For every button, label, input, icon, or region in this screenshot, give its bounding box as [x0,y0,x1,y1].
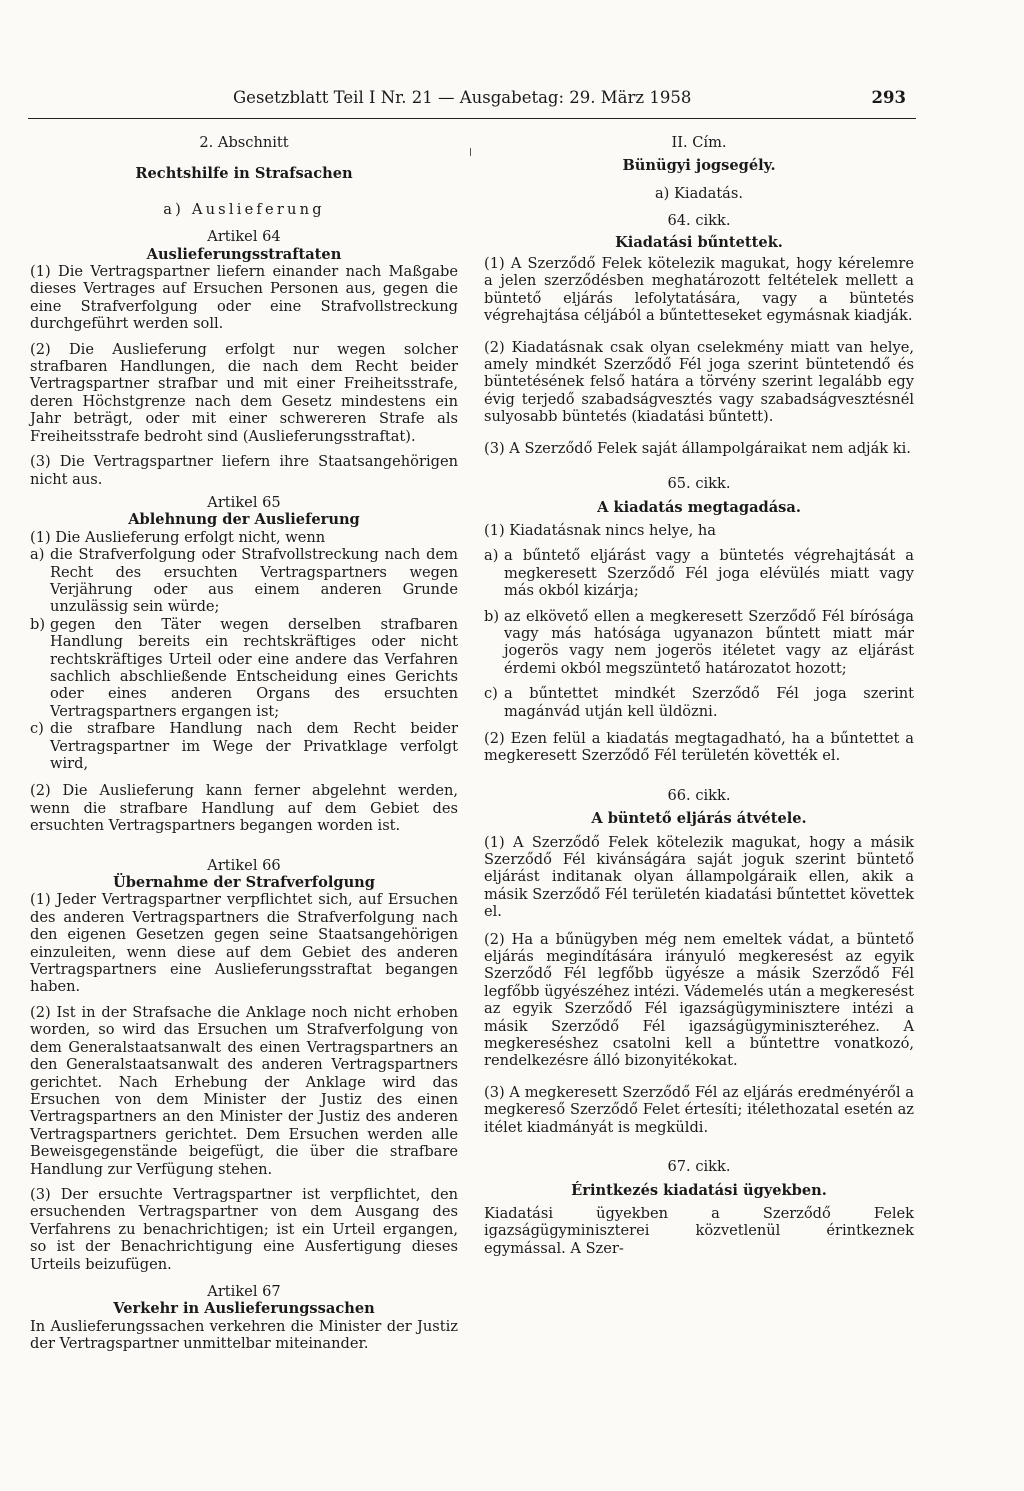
article-66-number: Artikel 66 [207,856,281,874]
page-number: 293 [871,88,906,107]
article-66-para-3: (3) Der ersuchte Vertragspartner ist verpflichtet, den ersuchenden Vertragspartner von dem Ausgang des Verfahrens zu benachrichtigen; ist ein Urteil ergangen, so ist der Benachrichtigung eine Ausfertigung dieses Urteils beizufügen. [30,1185,458,1273]
article-65-para-1: (1) Die Auslieferung erfolgt nicht, wenn [30,528,326,546]
article-65-item-c [30,720,458,772]
item-text: az elkövető ellen a megkeresett Szerződő Fél bírósága vagy más hatósága ugyanazon bűntett miatt már jogerös vagy nem jogerös itéletet vagy az eljárást érdemi okból megszüntető határozatot hozott; [504,607,914,677]
cikk-65-para-1: (1) Kiadatásnak nincs helye, ha [484,521,716,539]
article-65-title: Ablehnung der Auslieferung [128,511,360,529]
page-header [28,88,914,112]
column-divider [470,148,471,156]
article-66-para-1: (1) Jeder Vertragspartner verpflichtet sich, auf Ersuchen des anderen Vertragspartners die Strafverfolgung nach den eigenen Gesetzen gegen seine Staatsangehörigen einzuleiten, wenn diese auf dem Gebiet des anderen Vertragspartners eine Auslieferungsstraftat begangen haben. [30,891,458,996]
cikk-65-item-a [484,547,914,599]
article-65-item-b [30,616,458,720]
article-64-title: Auslieferungsstraftaten [146,245,342,263]
cikk-66-para-3: (3) A megkeresett Szerződő Fél az eljárás eredményéről a megkereső Szerződő Felet értesíti; itélethozatal esetén az itélet kiadmányát is megküldi. [484,1083,914,1136]
cikk-64-para-1: (1) A Szerződő Felek kötelezik magukat, hogy kérelemre a jelen szerződésben meghatározott feltételek mellett a büntető eljárás lefolytatására, vagy a büntetés végrehajtása céljából a bűntetteseket egymásnak kiadják. [484,255,914,325]
hungarian-column [484,134,914,1257]
cikk-65-item-b [484,608,914,678]
subsection-title: a) Auslieferung [163,200,325,218]
item-text: a bűntettet mindkét Szerződő Fél joga szerint magánvád utján kell üldözni. [504,685,914,720]
item-label: a) [30,546,45,564]
item-label: b) [484,607,500,625]
cikk-64-para-3: (3) A Szerződő Felek saját állampolgáraikat nem adják ki. [484,439,911,457]
cikk-66-para-2: (2) Ha a bűnügyben még nem emeltek vádat, a büntető eljárás megindítására irányuló megkeresést az egyik Szerződő Fél legfőbb ügyésze a másik Szerződő Fél legfőbb ügyészéhez intézi. Vádemelés után a megkeresést az egyik Szerződő Fél igazságügyminisztere intézi a másik Szerződő Fél igazságügyminiszteréhez. A megkereséshez csatolni kell a bűntettre vonatkozó, rendelkezésre álló bizonyitékokat. [484,930,914,1070]
item-text: die strafbare Handlung nach dem Recht beider Vertragspartner im Wege der Privatklage verfolgt wird, [50,720,458,772]
article-66-title: Übernahme der Strafverfolgung [113,874,375,892]
cikk-67-para-1: Kiadatási ügyekben a Szerződő Felek igazságügyminiszterei közvetlenül érintkeznek egymással. A Szer- [484,1204,914,1257]
cikk-67-title: Érintkezés kiadatási ügyekben. [571,1181,827,1199]
article-65-number: Artikel 65 [207,493,281,511]
article-67-number: Artikel 67 [207,1282,281,1300]
article-67-para-1: In Auslieferungssachen verkehren die Minister der Justiz der Vertragspartner unmittelbar miteinander. [30,1317,458,1353]
cikk-64-para-2: (2) Kiadatásnak csak olyan cselekmény miatt van helye, amely mindkét Szerződő Fél joga szerint büntetendő és büntetésének felső határa a törvény szerint legalább egy évig terjedő szabadságvesztés vagy szabadságvesztésnél sulyosabb büntetés (kiadatási bűntett). [484,338,914,426]
cikk-64-number: 64. cikk. [667,212,731,230]
section-number: II. Cím. [671,134,727,151]
cikk-67-number: 67. cikk. [667,1158,731,1176]
cikk-66-number: 66. cikk. [667,786,731,804]
cikk-65-number: 65. cikk. [667,475,731,493]
item-label: b) [30,615,46,633]
section-number: 2. Abschnitt [199,134,289,151]
article-64-para-2: (2) Die Auslieferung erfolgt nur wegen solcher strafbaren Handlungen, die nach dem Recht beider Vertragspartner strafbar und mit einer Freiheitsstrafe, deren Höchstgrenze nach dem Gesetz mindestens ein Jahr beträgt, oder mit einer schwereren Strafe als Freiheitsstrafe bedroht sind (Auslieferungsstraftat). [30,340,458,445]
item-text: a bűntető eljárást vagy a büntetés végrehajtását a megkeresett Szerződő Fél joga elévülés miatt vagy más okból kizárja; [504,547,914,600]
cikk-64-title: Kiadatási bűntettek. [615,233,783,251]
item-label: c) [484,685,498,703]
cikk-66-para-1: (1) A Szerződő Felek kötelezik magukat, hogy a másik Szerződő Fél kivánságára saját joguk szerint büntető eljárást inditanak olyan állampolgáraik ellen, akik a másik Szerződő Fél területén kiadatási bűntettet követtek el. [484,833,914,921]
section-title: Rechtshilfe in Strafsachen [135,165,353,183]
article-65-para-2: (2) Die Auslieferung kann ferner abgelehnt werden, wenn die strafbare Handlung auf dem Gebiet des ersuchten Vertragspartners begangen worden ist. [30,782,458,835]
subsection-title: a) Kiadatás. [654,184,744,202]
article-64-para-1: (1) Die Vertragspartner liefern einander nach Maßgabe dieses Vertrages auf Ersuchen Personen aus, gegen die eine Strafverfolgung oder eine Strafvollstreckung durchgeführt werden soll. [30,263,458,333]
header-title: Gesetzblatt Teil I Nr. 21 — Ausgabetag: 29. März 1958 [233,88,692,107]
item-text: gegen den Täter wegen derselben strafbaren Handlung bereits ein rechtskräftiges oder nicht rechtskräftiges Urteil oder eine andere das Verfahren sachlich abschließende Entscheidung eines Gerichts oder eines anderen Organs des ersuchten Vertragspartners ergangen ist; [50,615,458,720]
item-text: die Strafverfolgung oder Strafvollstreckung nach dem Recht des ersuchten Vertragspartners wegen Verjährung oder aus einem anderen Grunde unzulässig sein würde; [50,546,458,616]
header-rule [28,118,916,119]
cikk-65-para-2: (2) Ezen felül a kiadatás megtagadható, ha a bűntettet a megkeresett Szerződő Fél területén követték el. [484,729,914,765]
german-column [30,134,458,1353]
item-label: c) [30,720,44,738]
cikk-65-title: A kiadatás megtagadása. [597,498,801,516]
cikk-66-title: A büntető eljárás átvétele. [591,810,807,828]
article-67-title: Verkehr in Auslieferungssachen [113,1300,375,1318]
item-label: a) [484,547,499,565]
article-64-number: Artikel 64 [207,228,281,246]
section-title: Bünügyi jogsegély. [622,157,776,175]
article-64-para-3: (3) Die Vertragspartner liefern ihre Staatsangehörigen nicht aus. [30,453,458,488]
article-65-item-a [30,546,458,616]
article-66-para-2: (2) Ist in der Strafsache die Anklage noch nicht erhoben worden, so wird das Ersuchen um Strafverfolgung von dem Generalstaatsanwalt des einen Vertragspartners an den Generalstaatsanwalt des anderen Vertragspartners gerichtet. Nach Erhebung der Anklage wird das Ersuchen von dem Minister der Justiz des einen Vertragspartners an den Minister der Justiz des anderen Vertragspartners gerichtet. Dem Ersuchen werden alle Beweisgegenstände beigefügt, die über die strafbare Handlung zur Verfügung stehen. [30,1003,458,1178]
cikk-65-item-c [484,685,914,720]
